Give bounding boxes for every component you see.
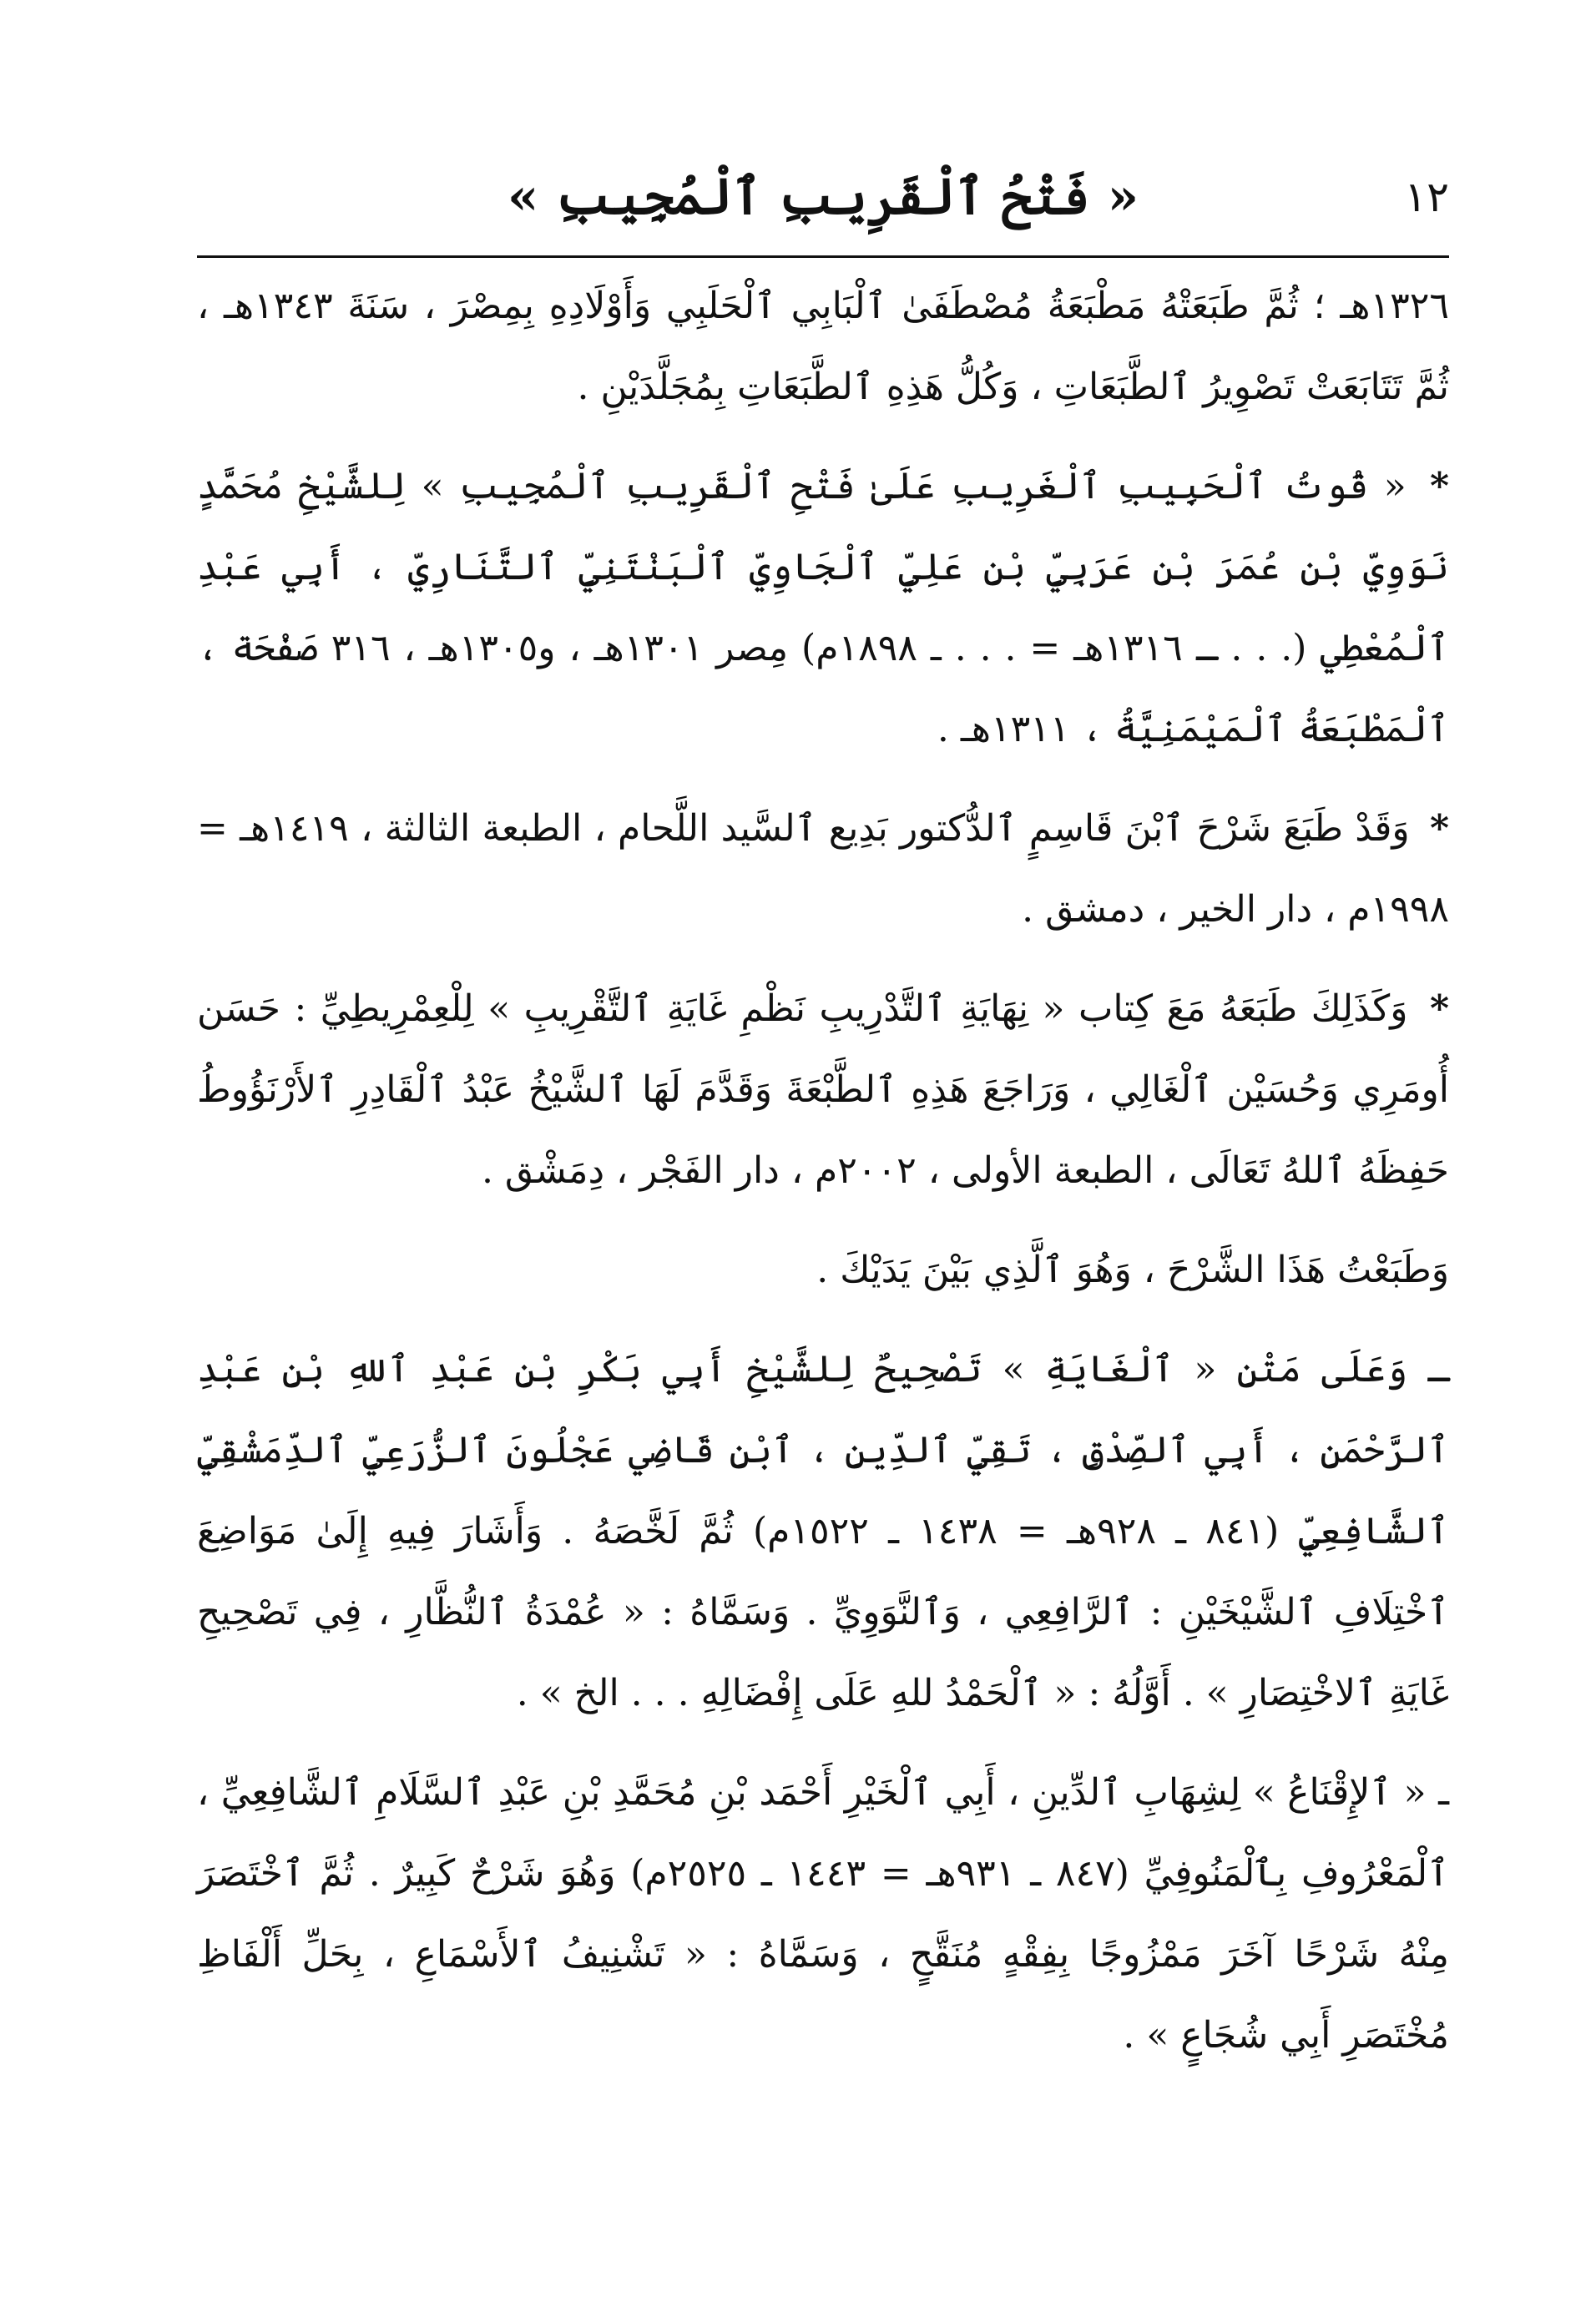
bullet-star: * [1429, 465, 1449, 507]
paragraph-ibn-qasim-print [197, 788, 1449, 950]
paragraph-qut-al-habib [197, 446, 1449, 770]
running-title: « فَتْحُ ٱلْقَرِيبِ ٱلْمُجِيبِ » [507, 168, 1139, 226]
paragraph-text: ـ « ٱلإِقْنَاعُ » لِشِهَابِ ٱلدِّينِ ، أَبِي ٱلْخَيْرِ أَحْمَد بْنِ مُحَمَّدِ بْنِ عَبْدِ ٱلسَّلَامِ ٱلشَّافِعِيِّ ، ٱلْمَعْرُوفِ بِٱلْمَنُوفِيِّ (٨٤٧ ـ ٩٣١هـ = ١٤٤٣ ـ ٢٥٢٥م) وَهُوَ شَرْحٌ كَبِيرٌ . ثُمَّ ٱخْتَصَرَ مِنْهُ شَرْحًا آخَرَ مَمْزُوجًا بِفِقْهٍ مُنَقَّحٍ ، وَسَمَّاهُ : « تَشْنِيفُ ٱلأَسْمَاعِ ، بِحَلِّ أَلْفَاظِ مُخْتَصَرِ أَبِي شُجَاعٍ » . [197, 1771, 1449, 2057]
page-header [197, 164, 1449, 239]
paragraph-umdat-al-nuzzar [197, 1329, 1449, 1734]
body-text [197, 265, 1449, 2076]
paragraph-printing-history [197, 265, 1449, 427]
paragraph-this-edition [197, 1229, 1449, 1310]
paragraph-nihayat-al-tadrib [197, 968, 1449, 1211]
page-number: ١٢ [1404, 173, 1449, 221]
paragraph-text: ١٣٢٦هـ ؛ ثُمَّ طَبَعَتْهُ مَطْبَعَةُ مُصْطَفَىٰ ٱلْبَابِي ٱلْحَلَبِي وَأَوْلَادِهِ بِمِصْرَ ، سَنَةَ ١٣٤٣هـ ، ثُمَّ تَتَابَعَتْ تَصْوِيرُ ٱلطَّبَعَاتِ ، وَكُلُّ هَذِهِ ٱلطَّبَعَاتِ بِمُجَلَّدَيْنِ . [197, 285, 1449, 408]
bullet-star: * [1429, 987, 1449, 1030]
paragraph-text: ـ وَعَلَى مَتْنِ « ٱلْغَايَةِ » تَصْحِيحٌ لِلشَّيْخِ أَبِي بَكْرِ بْنِ عَبْدِ ٱللهِ بْنِ عَبْدِ ٱلرَّحْمَنِ ، أَبِي ٱلصِّدْقِ ، تَقِيِّ ٱلدِّينِ ، ٱبْنِ قَاضِي عَجْلُونَ ٱلزُّرَعِيِّ ٱلدِّمَشْقِيِّ ٱلشَّافِعِيِّ (٨٤١ ـ ٩٢٨هـ = ١٤٣٨ ـ ١٥٢٢م) ثُمَّ لَخَّصَهُ . وَأَشَارَ فِيهِ إِلَىٰ مَوَاضِعَ ٱخْتِلَافِ ٱلشَّيْخَيْنِ : ٱلرَّافِعِي ، وَٱلنَّوَوِيِّ . وَسَمَّاهُ : « عُمْدَةُ ٱلنُّظَّارِ ، فِي تَصْحِيحِ غَايَةِ ٱلاخْتِصَارِ » . أَوَّلُهُ : « ٱلْحَمْدُ للهِ عَلَى إِفْضَالِهِ . . . الخ » . [197, 1348, 1449, 1714]
paragraph-text: وَقَدْ طَبَعَ شَرْحَ ٱبْنَ قَاسِمٍ ٱلدُّكتور بَدِيع ٱلسَّيد اللَّحام ، الطبعة الثالثة ، ١٤١٩هـ = ١٩٩٨م ، دار الخير ، دمشق . [197, 807, 1449, 931]
bullet-star: * [1429, 807, 1449, 850]
header-divider [197, 255, 1449, 258]
paragraph-text: « قُوتُ ٱلْحَبِيبِ ٱلْغَرِيبِ عَلَىٰ فَتْحِ ٱلْقَرِيبِ ٱلْمُجِيبِ » لِلشَّيْخِ مُحَمَّدٍ نَوَوِيِّ بْنِ عُمَرَ بْنِ عَرَبِيِّ بْنِ عَلِيِّ ٱلْجَاوِيِّ ٱلْبَنْتَنِيِّ ٱلتَّنَارِيِّ ، أَبِي عَبْدِ ٱلْمُعْطِي (. . . ـ ١٣١٦هـ = . . . ـ ١٨٩٨م) مِصر ١٣٠١هـ ، و١٣٠٥هـ ، ٣١٦ صَفْحَة ، ٱلْمَطْبَعَةُ ٱلْمَيْمَنِيَّةُ ، ١٣١١هـ . [197, 465, 1449, 750]
paragraph-text: وَكَذَلِكَ طَبَعَهُ مَعَ كِتاب « نِهَايَةِ ٱلتَّدْرِيبِ نَظْمِ غَايَةِ ٱلتَّقْرِيبِ » لِلْعِمْرِيطِيِّ : حَسَن أُومَرِي وَحُسَيْن ٱلْغَالِي ، وَرَاجَعَ هَذِهِ ٱلطَّبْعَةَ وَقَدَّمَ لَهَا ٱلشَّيْخُ عَبْدُ ٱلْقَادِرِ ٱلأَرْنَؤُوطُ حَفِظَهُ ٱللهُ تَعَالَى ، الطبعة الأولى ، ٢٠٠٢م ، دار الفَجْر ، دِمَشْق . [197, 987, 1449, 1192]
paragraph-text: وَطَبَعْتُ هَذَا الشَّرْحَ ، وَهُوَ ٱلَّذِي بَيْنَ يَدَيْكَ . [816, 1249, 1449, 1291]
paragraph-al-iqna [197, 1752, 1449, 2076]
